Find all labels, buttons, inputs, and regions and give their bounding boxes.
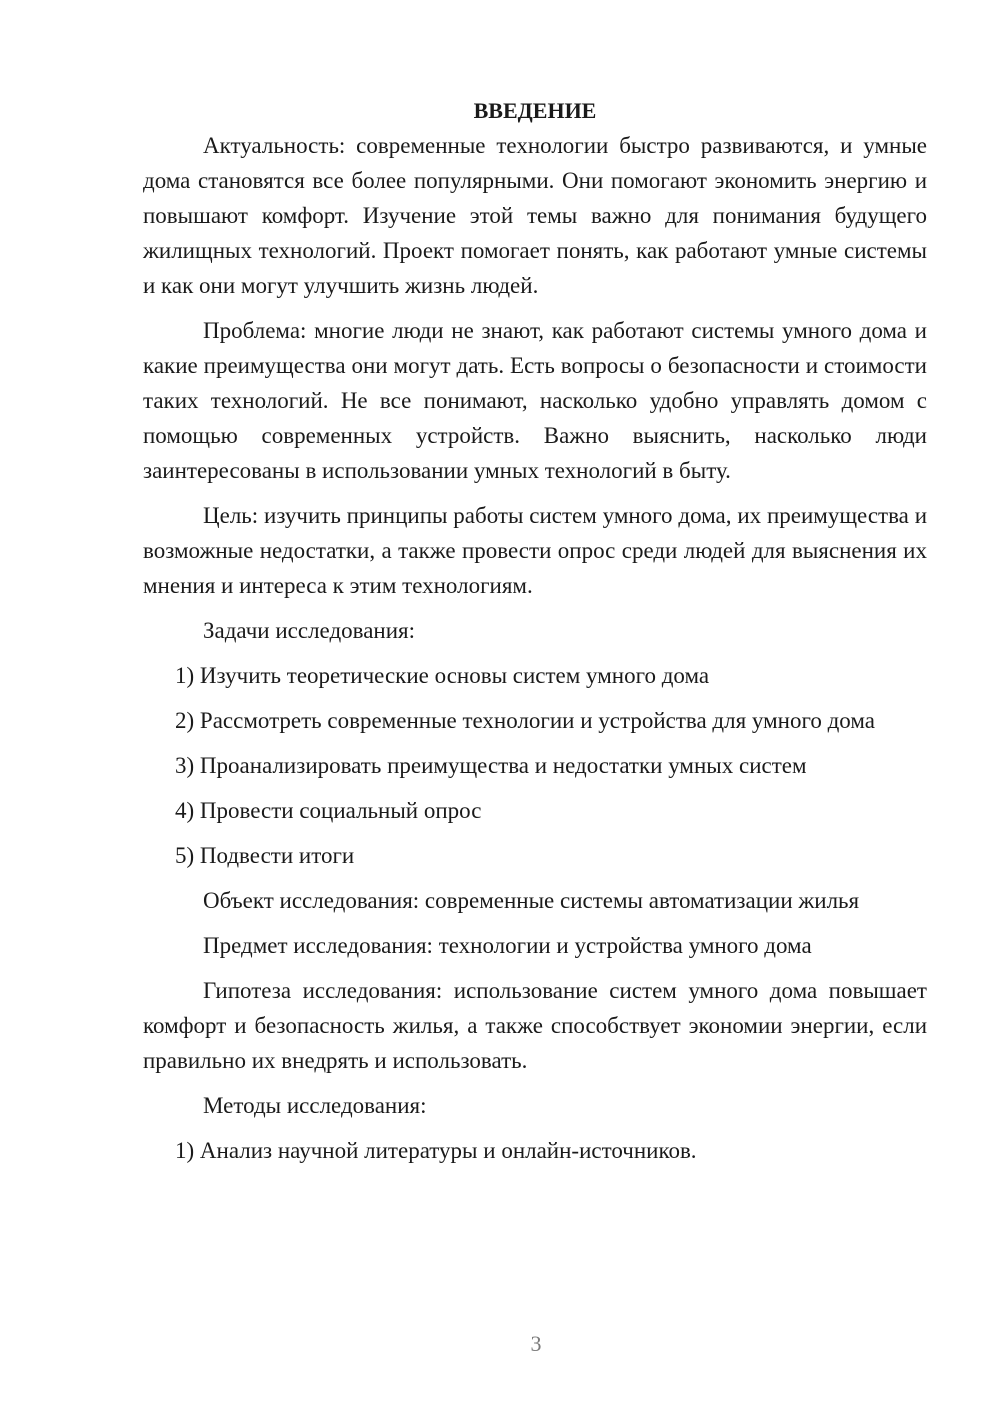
object-paragraph: Объект исследования: современные системы автоматизации жилья bbox=[203, 888, 860, 913]
task-item: 1) Изучить теоретические основы систем умного дома bbox=[175, 663, 710, 688]
page-content bbox=[143, 94, 927, 1178]
page-number: 3 bbox=[530, 1331, 542, 1356]
task-item: 3) Проанализировать преимущества и недостатки умных систем bbox=[175, 753, 807, 778]
problem-paragraph: Проблема: многие люди не знают, как работают системы умного дома и какие преимущества они могут дать. Есть вопросы о безопасности и стоимости таких технологий. Не все понимают, насколько удобно управлять домом с помощью современных устройств. Важно выяснить, насколько люди заинтересованы в использовании умных технологий в быту. bbox=[143, 318, 927, 483]
goal-paragraph: Цель: изучить принципы работы систем умного дома, их преимущества и возможные недостатки, а также провести опрос среди людей для выяснения их мнения и интереса к этим технологиям. bbox=[143, 503, 927, 598]
methods-heading: Методы исследования: bbox=[203, 1093, 427, 1118]
method-item: 1) Анализ научной литературы и онлайн-источников. bbox=[175, 1138, 697, 1163]
task-item: 2) Рассмотреть современные технологии и устройства для умного дома bbox=[175, 708, 875, 733]
tasks-heading: Задачи исследования: bbox=[203, 618, 416, 643]
task-item: 4) Провести социальный опрос bbox=[175, 798, 482, 823]
subject-paragraph: Предмет исследования: технологии и устройства умного дома bbox=[203, 933, 812, 958]
relevance-paragraph: Актуальность: современные технологии быстро развиваются, и умные дома становятся все более популярными. Они помогают экономить энергию и повышают комфорт. Изучение этой темы важно для понимания будущего жилищных технологий. Проект помогает понять, как работают умные системы и как они могут улучшить жизнь людей. bbox=[143, 133, 927, 298]
hypothesis-paragraph: Гипотеза исследования: использование систем умного дома повышает комфорт и безопасность жилья, а также способствует экономии энергии, если правильно их внедрять и использовать. bbox=[143, 978, 927, 1073]
page-title: ВВЕДЕНИЕ bbox=[473, 98, 597, 123]
task-item: 5) Подвести итоги bbox=[175, 843, 355, 868]
